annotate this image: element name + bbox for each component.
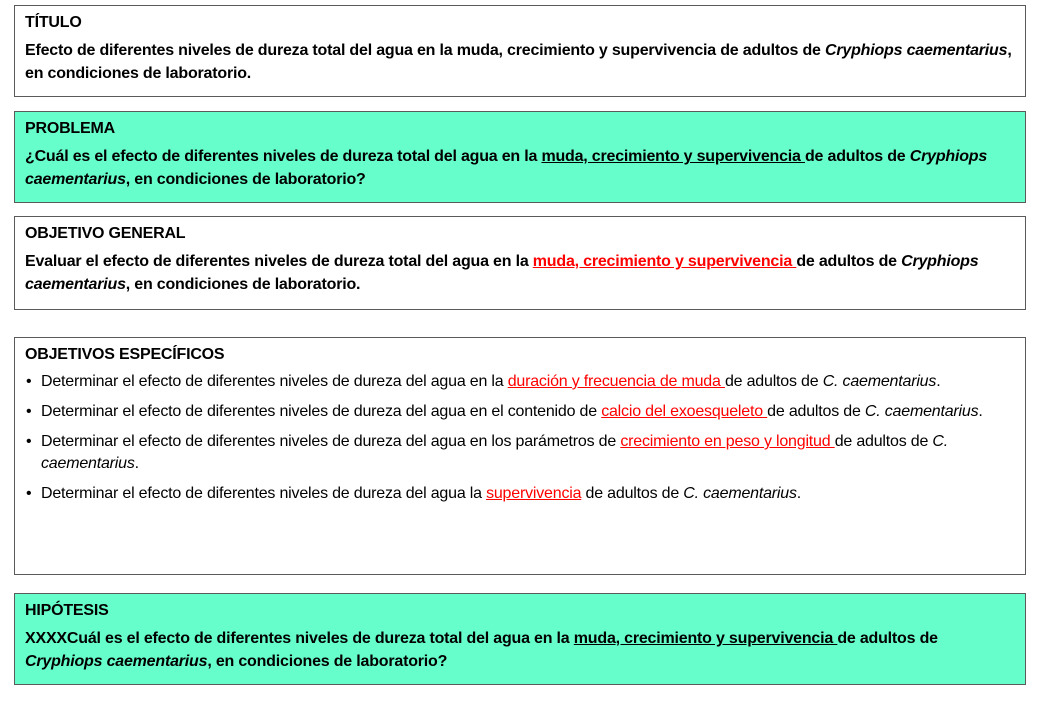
titulo-heading: TÍTULO xyxy=(25,14,82,31)
hipotesis-text-b: de adultos de xyxy=(837,630,938,647)
hipotesis-heading: HIPÓTESIS xyxy=(25,602,109,619)
item-text-b: de adultos de xyxy=(767,403,865,420)
item-text-b: de adultos de xyxy=(834,433,933,450)
problema-text-a: ¿Cuál es el efecto de diferentes niveles de dureza total del agua en la xyxy=(25,148,542,165)
titulo-box xyxy=(14,5,1026,97)
problema-box xyxy=(14,111,1026,203)
item-text-a: Determinar el efecto de diferentes niveles de dureza del agua en los parámetros de xyxy=(41,433,621,450)
item-text-c: . xyxy=(978,403,983,420)
objetivo-general-heading: OBJETIVO GENERAL xyxy=(25,225,186,242)
bullet: • xyxy=(26,403,32,420)
list-item xyxy=(25,401,1015,423)
problema-text-c: , en condiciones de laboratorio? xyxy=(125,171,366,188)
item-text-a: Determinar el efecto de diferentes niveles de dureza del agua en la xyxy=(41,373,508,390)
item-text-c: . xyxy=(936,373,941,390)
hipotesis-text-c: , en condiciones de laboratorio? xyxy=(207,653,448,670)
problema-heading: PROBLEMA xyxy=(25,120,115,137)
objetivos-especificos-list xyxy=(25,371,1015,505)
item-underlined: supervivencia xyxy=(486,485,582,502)
objetivo-general-box xyxy=(14,216,1026,310)
objetivo-general-species: Cryphiops caementarius xyxy=(25,253,979,293)
item-text-a: Determinar el efecto de diferentes niveles de dureza del agua en el contenido de xyxy=(41,403,602,420)
objetivo-general-text-b: de adultos de xyxy=(796,253,902,270)
problema-text xyxy=(25,145,1015,191)
titulo-text-b: , en condiciones de laboratorio. xyxy=(25,42,1012,82)
hipotesis-text xyxy=(25,627,1015,673)
list-item xyxy=(25,431,1015,475)
objetivo-general-text-c: , en condiciones de laboratorio. xyxy=(125,276,361,293)
item-text-b: de adultos de xyxy=(581,485,684,502)
objetivos-especificos-box xyxy=(14,337,1026,575)
item-species: C. caementarius xyxy=(683,485,797,502)
bullet: • xyxy=(26,485,32,502)
bullet: • xyxy=(26,373,32,390)
titulo-species: Cryphiops caementarius xyxy=(825,42,1008,59)
item-species: C. caementarius xyxy=(822,373,937,390)
list-item xyxy=(25,371,1015,393)
item-text-c: . xyxy=(134,455,139,472)
item-text-c: . xyxy=(796,485,802,502)
objetivo-general-text xyxy=(25,250,1015,296)
titulo-text-a: Efecto de diferentes niveles de dureza total del agua en la muda, crecimiento y supervivencia de adultos de xyxy=(25,42,825,59)
objetivo-general-text-a: Evaluar el efecto de diferentes niveles de dureza total del agua en la xyxy=(25,253,533,270)
bullet: • xyxy=(26,433,32,450)
item-species: C. caementarius xyxy=(864,403,979,420)
item-underlined: crecimiento en peso y longitud xyxy=(620,433,835,450)
item-underlined: duración y frecuencia de muda xyxy=(507,373,725,390)
hipotesis-box xyxy=(14,593,1026,685)
problema-underlined: muda, crecimiento y supervivencia xyxy=(541,148,805,165)
item-text-a: Determinar el efecto de diferentes niveles de dureza del agua la xyxy=(41,485,487,502)
titulo-text xyxy=(25,39,1015,85)
problema-species: Cryphiops caementarius xyxy=(25,148,988,188)
objetivo-general-underlined: muda, crecimiento y supervivencia xyxy=(532,253,797,270)
list-item xyxy=(25,483,1015,505)
item-underlined: calcio del exoesqueleto xyxy=(601,403,768,420)
problema-text-b: de adultos de xyxy=(804,148,910,165)
hipotesis-species: Cryphiops caementarius xyxy=(25,653,208,670)
hipotesis-text-a: XXXXCuál es el efecto de diferentes niveles de dureza total del agua en la xyxy=(25,630,574,647)
item-text-b: de adultos de xyxy=(724,373,823,390)
hipotesis-underlined: muda, crecimiento y supervivencia xyxy=(573,630,838,647)
item-species: C. caementarius xyxy=(41,433,949,472)
objetivos-especificos-heading: OBJETIVOS ESPECÍFICOS xyxy=(25,346,225,363)
